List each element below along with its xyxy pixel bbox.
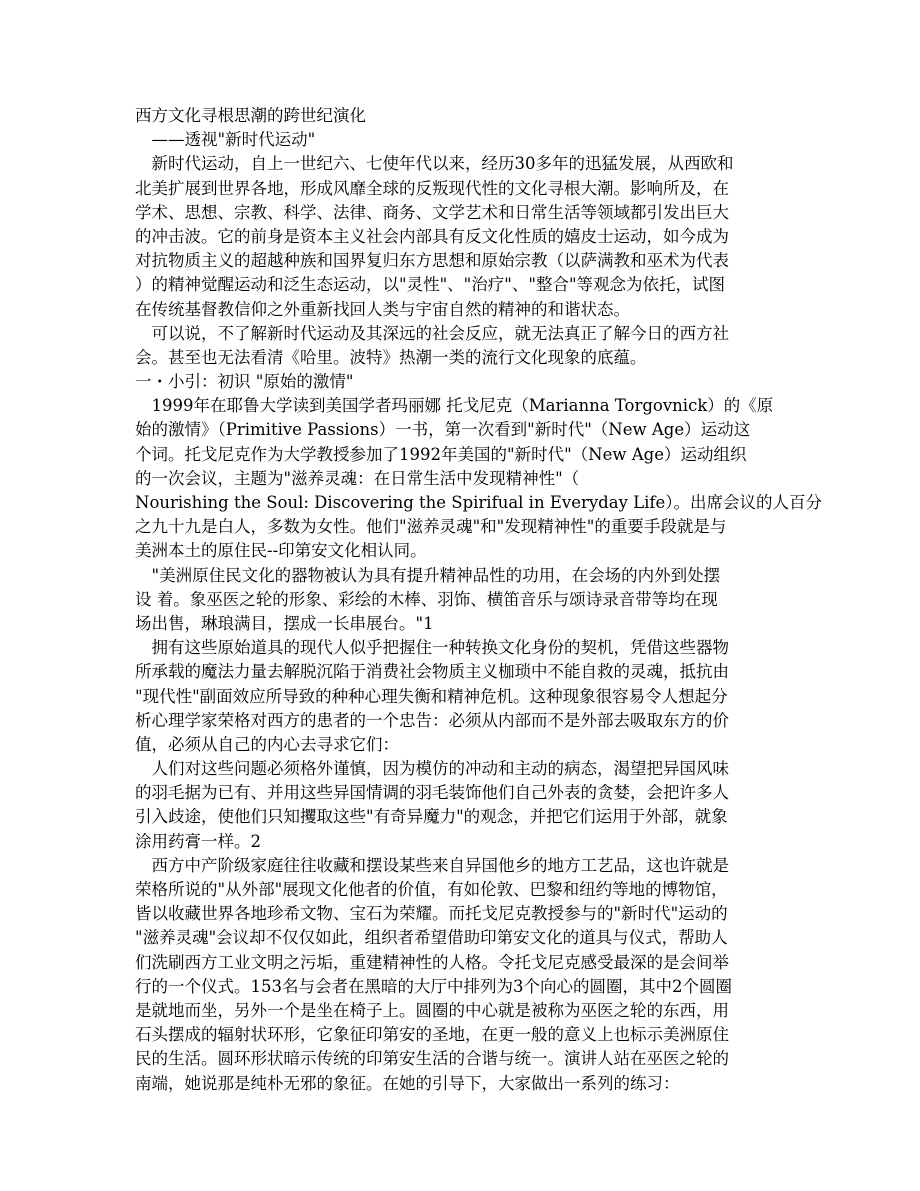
text-line: 民的生活。圆环形状暗示传统的印第安生活的合谐与统一。演讲人站在巫医之轮的 [135,1049,729,1069]
document-body [135,152,822,1095]
text-line: 析心理学家荣格对西方的患者的一个忠告：必须从内部而不是外部去吸取东方的价 [135,710,729,730]
text-line: 荣格所说的"从外部"展现文化他者的价值，有如伦敦、巴黎和纽约等地的博物馆， [135,880,728,899]
text-line: 在传统基督教信仰之外重新找回人类与宇宙自然的精神的和谐状态。 [135,299,630,319]
text-line: 皆以收藏世界各地珍希文物、宝石为荣耀。而托戈尼克教授参与的"新时代"运动的 [135,904,728,924]
text-line: 值，必须从自己的内心去寻求它们： [135,734,399,754]
text-line: "美洲原住民文化的器物被认为具有提升精神品性的功用，在会场的内外到处摆 [135,565,721,585]
text-line: 设 着。象巫医之轮的形象、彩绘的木棒、羽饰、横笛音乐与颂诗录音带等均在现 [135,589,718,609]
text-line: 一・小引：初识 "原始的激情" [135,372,354,392]
paragraph [135,322,785,370]
text-line: 人们对这些问题必须格外谨慎，因为模仿的冲动和主动的病态，渴望把异国风味 [135,759,729,779]
text-line: 场出售，琳琅满目，摆成一长串展台。"1 [135,613,434,633]
paragraph [135,152,785,321]
text-line: 行的一个仪式。153名与会者在黑暗的大厅中排列为3个向心的圆圈，其中2个圆圈 [135,976,732,996]
text-line: 对抗物质主义的超越种族和国界复归东方思想和原始宗教（以萨满教和巫术为代表 [135,251,729,271]
paragraph [135,757,785,854]
text-line: 始的激情》（Primitive Passions）一书，第一次看到"新时代"（New Age）运动这 [135,420,751,440]
text-line: "滋养灵魂"会议却不仅仅如此，组织者希望借助印第安文化的道具与仪式，帮助人 [135,928,728,948]
text-line: 会。甚至也无法看清《哈里。波特》热潮一类的流行文化现象的底蕴。 [135,347,647,367]
text-line: 之九十九是白人，多数为女性。他们"滋养灵魂"和"发现精神性"的重要手段就是与 [135,517,727,537]
text-line: 的一次会议，主题为"滋养灵魂：在日常生活中发现精神性"（ [135,468,580,488]
text-line: 是就地而坐，另外一个是坐在椅子上。圆圈的中心就是被称为巫医之轮的东西，用 [135,1000,729,1020]
text-line: 的冲击波。它的前身是资本主义社会内部具有反文化性质的嬉皮士运动，如今成为 [135,226,729,246]
text-line: 们洗刷西方工业文明之污垢，重建精神性的人格。令托戈尼克感受最深的是会间举 [135,952,729,972]
paragraph [135,854,785,1096]
text-line: 学术、思想、宗教、科学、法律、商务、文学艺术和日常生活等领域都引发出巨大 [135,202,729,222]
text-line: 新时代运动，自上一世纪六、七使年代以来，经历30多年的迅猛发展，从西欧和 [135,154,734,174]
document-title: 西方文化寻根思潮的跨世纪演化 [135,106,366,125]
document-page [135,104,822,1096]
text-line: 的羽毛据为已有、并用这些异国情调的羽毛装饰他们自己外表的贪婪，会把许多人 [135,783,729,803]
text-line: 所承载的魔法力量去解脱沉陷于消费社会物质主义枷琐中不能自救的灵魂，抵抗由 [135,662,729,682]
paragraph [135,636,785,757]
document-subtitle: ——透视"新时代运动" [135,130,316,150]
text-line: 引入歧途，使他们只知攫取这些"有奇异魔力"的观念，并把它们运用于外部，就象 [135,807,728,827]
text-line: 美洲本土的原住民--印第安文化相认同。 [135,541,427,561]
paragraph [135,564,785,637]
section-heading [135,370,785,394]
text-line: 可以说，不了解新时代运动及其深远的社会反应，就无法真正了解今日的西方社 [135,323,729,343]
text-line: 西方中产阶级家庭往往收藏和摆设某些来自异国他乡的地方工艺品，这也许就是 [135,855,729,875]
text-line: 1999年在耶鲁大学读到美国学者玛丽娜 托戈尼克（Marianna Torgovnick）的《原 [135,396,774,416]
text-line: 北美扩展到世界各地，形成风靡全球的反叛现代性的文化寻根大潮。影响所及，在 [135,178,729,198]
text-line: 石头摆成的辐射状环形，它象征印第安的圣地，在更一般的意义上也标示美洲原住 [135,1025,729,1045]
text-line: ）的精神觉醒运动和泛生态运动，以"灵性"、"治疗"、"整合"等观念为依托，试图 [135,275,726,295]
text-line: 南端，她说那是纯朴无邪的象征。在她的引导下，大家做出一系列的练习： [135,1073,680,1093]
text-line: 个词。托戈尼克作为大学教授参加了1992年美国的"新时代"（New Age）运动组织 [135,444,747,464]
text-line: "现代性"副面效应所导致的种种心理失衡和精神危机。这种现象很容易令人想起分 [135,686,728,706]
paragraph [135,394,822,563]
text-line: 涂用药膏一样。2 [135,831,261,851]
text-line: 拥有这些原始道具的现代人似乎把握住一种转换文化身份的契机，凭借这些器物 [135,638,729,658]
text-line: Nourishing the Soul: Discovering the Spirifual in Everyday Life）。出席会议的人百分 [135,493,822,512]
